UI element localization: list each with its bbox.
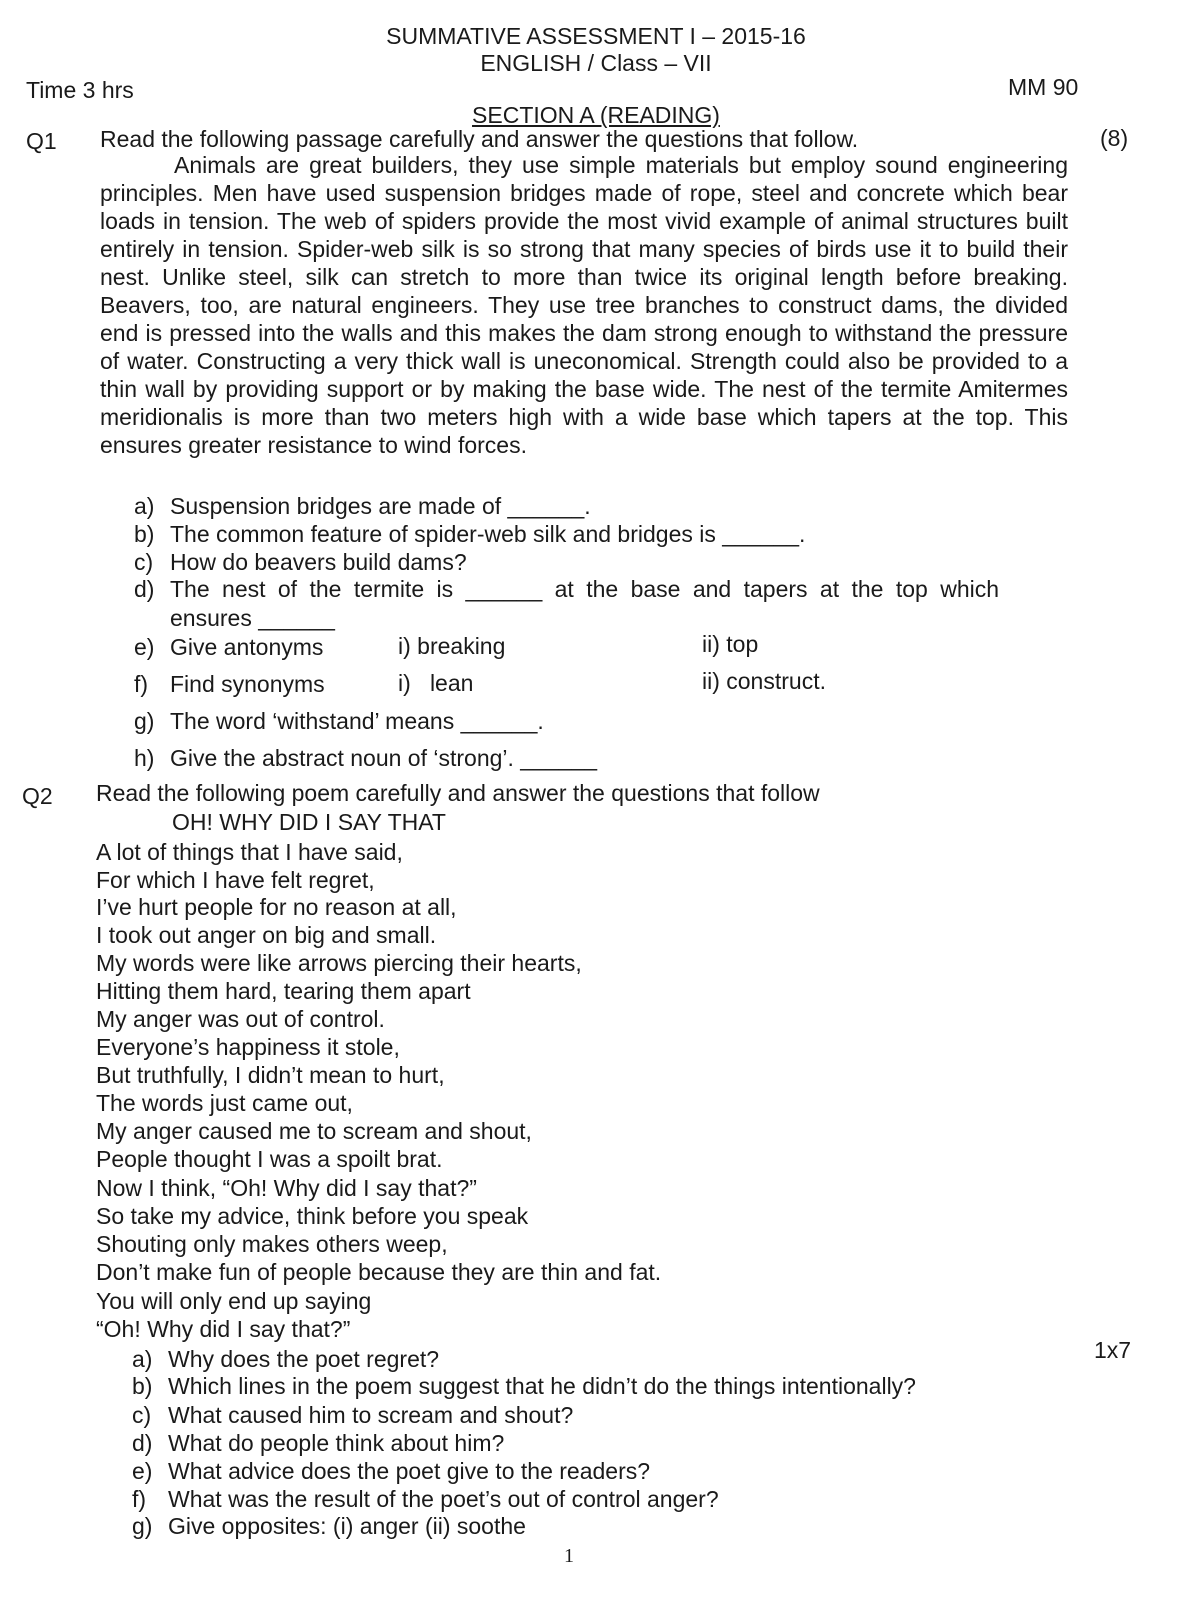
q1-question-f xyxy=(134,670,325,698)
question-label: e) xyxy=(134,634,155,660)
q2-question-f xyxy=(132,1485,719,1513)
q2-question-g xyxy=(132,1512,526,1540)
question-text: What do people think about him? xyxy=(168,1430,505,1456)
question-label: g) xyxy=(134,708,155,734)
exam-subtitle: ENGLISH / Class – VII xyxy=(480,50,712,76)
poem-line: I’ve hurt people for no reason at all, xyxy=(96,894,457,920)
page-number: 1 xyxy=(564,1545,574,1567)
q1-instruction: Read the following passage carefully and answer the questions that follow. xyxy=(100,126,859,152)
question-text: Suspension bridges are made of ______. xyxy=(170,493,591,519)
question-text: Give opposites: (i) anger (ii) soothe xyxy=(168,1513,526,1539)
q1-f-item-i: i) lean xyxy=(398,670,474,696)
q1-question-a xyxy=(134,492,591,520)
time-allowed: Time 3 hrs xyxy=(26,77,134,103)
question-label: b) xyxy=(132,1373,153,1399)
question-label: a) xyxy=(134,493,155,519)
q2-question-e xyxy=(132,1457,650,1485)
question-label: a) xyxy=(132,1346,153,1372)
q1-e-item-i: i) breaking xyxy=(398,633,506,659)
q1-question-h xyxy=(134,744,597,772)
question-label: f) xyxy=(132,1486,147,1512)
poem-line: Everyone’s happiness it stole, xyxy=(96,1034,400,1060)
poem-line: People thought I was a spoilt brat. xyxy=(96,1146,443,1172)
question-label: h) xyxy=(134,745,155,771)
q1-passage xyxy=(100,151,1068,459)
poem-line: My anger was out of control. xyxy=(96,1006,385,1032)
question-text: The common feature of spider-web silk and bridges is ______. xyxy=(170,521,806,547)
question-text: Give antonyms xyxy=(170,634,324,660)
q2-marks: 1x7 xyxy=(1094,1337,1132,1363)
question-label: b) xyxy=(134,521,155,547)
poem-line: But truthfully, I didn’t mean to hurt, xyxy=(96,1062,445,1088)
question-label: d) xyxy=(134,576,155,602)
q1-marks: (8) xyxy=(1100,125,1129,151)
q2-question-b xyxy=(132,1372,916,1400)
poem-line: I took out anger on big and small. xyxy=(96,922,437,948)
q1-f-item-ii: ii) construct. xyxy=(702,668,826,694)
question-label: f) xyxy=(134,671,149,697)
exam-title: SUMMATIVE ASSESSMENT I – 2015-16 xyxy=(386,23,806,49)
poem-line: For which I have felt regret, xyxy=(96,867,375,893)
q1-question-b xyxy=(134,520,805,548)
question-text: What advice does the poet give to the readers? xyxy=(168,1458,651,1484)
poem-line: Don’t make fun of people because they are thin and fat. xyxy=(96,1259,662,1285)
q2-question-d xyxy=(132,1429,504,1457)
q2-question-c xyxy=(132,1401,573,1429)
poem-title: OH! WHY DID I SAY THAT xyxy=(172,809,446,835)
section-heading: SECTION A (READING) xyxy=(472,102,720,128)
q2-question-a xyxy=(132,1345,439,1373)
q1-question-d xyxy=(134,575,999,603)
max-marks: MM 90 xyxy=(1008,74,1079,100)
question-text: Why does the poet regret? xyxy=(168,1346,440,1372)
question-label: c) xyxy=(132,1402,152,1428)
question-text: How do beavers build dams? xyxy=(170,549,467,575)
q1-question-e xyxy=(134,633,323,661)
q2-instruction: Read the following poem carefully and answer the questions that follow xyxy=(96,780,820,806)
poem-line: The words just came out, xyxy=(96,1090,353,1116)
poem-line: Shouting only makes others weep, xyxy=(96,1231,448,1257)
question-text: What was the result of the poet’s out of control anger? xyxy=(168,1486,719,1512)
question-label: g) xyxy=(132,1513,153,1539)
question-text: Which lines in the poem suggest that he didn’t do the things intentionally? xyxy=(168,1373,916,1399)
q1-question-c xyxy=(134,548,467,576)
question-text: The word ‘withstand’ means ______. xyxy=(170,708,544,734)
q2-number: Q2 xyxy=(22,783,53,809)
poem-line: A lot of things that I have said, xyxy=(96,839,403,865)
q1-question-g xyxy=(134,707,544,735)
question-text: What caused him to scream and shout? xyxy=(168,1402,574,1428)
question-label: d) xyxy=(132,1430,153,1456)
poem-line: “Oh! Why did I say that?” xyxy=(96,1316,351,1342)
question-label: c) xyxy=(134,549,154,575)
poem-line: Hitting them hard, tearing them apart xyxy=(96,978,471,1004)
q1-e-item-ii: ii) top xyxy=(702,631,759,657)
q1-number: Q1 xyxy=(26,128,57,154)
poem-line: You will only end up saying xyxy=(96,1288,372,1314)
question-text: The nest of the termite is ______ at the base and tapers at the top which xyxy=(170,576,1000,602)
poem-line: So take my advice, think before you speak xyxy=(96,1203,529,1229)
poem-line: My words were like arrows piercing their hearts, xyxy=(96,950,582,976)
poem-line: Now I think, “Oh! Why did I say that?” xyxy=(96,1175,477,1201)
passage-text: Animals are great builders, they use simple materials but employ sound engineering principles. Men have used suspension bridges made of rope, steel and concrete which bear loads in tension. The web of spiders provide the most vivid example of animal structures built entirely in tension. Spider-web silk is so strong that many species of birds use it to build their nest. Unlike steel, silk can stretch to more than twice its original length before breaking. Beavers, too, are natural engineers. They use tree branches to construct dams, the divided end is pressed into the walls and this makes the dam strong enough to withstand the pressure of water. Constructing a very thick wall is uneconomical. Strength could also be provided to a thin wall by providing support or by making the base wide. The nest of the termite Amitermes meridionalis is more than two meters high with a wide base which tapers at the top. This ensures greater resistance to wind forces. xyxy=(100,152,1068,458)
q1-question-d-cont: ensures ______ xyxy=(170,605,335,631)
question-label: e) xyxy=(132,1458,153,1484)
question-text: Find synonyms xyxy=(170,671,325,697)
poem-line: My anger caused me to scream and shout, xyxy=(96,1118,532,1144)
question-text: Give the abstract noun of ‘strong’. ______ xyxy=(170,745,598,771)
